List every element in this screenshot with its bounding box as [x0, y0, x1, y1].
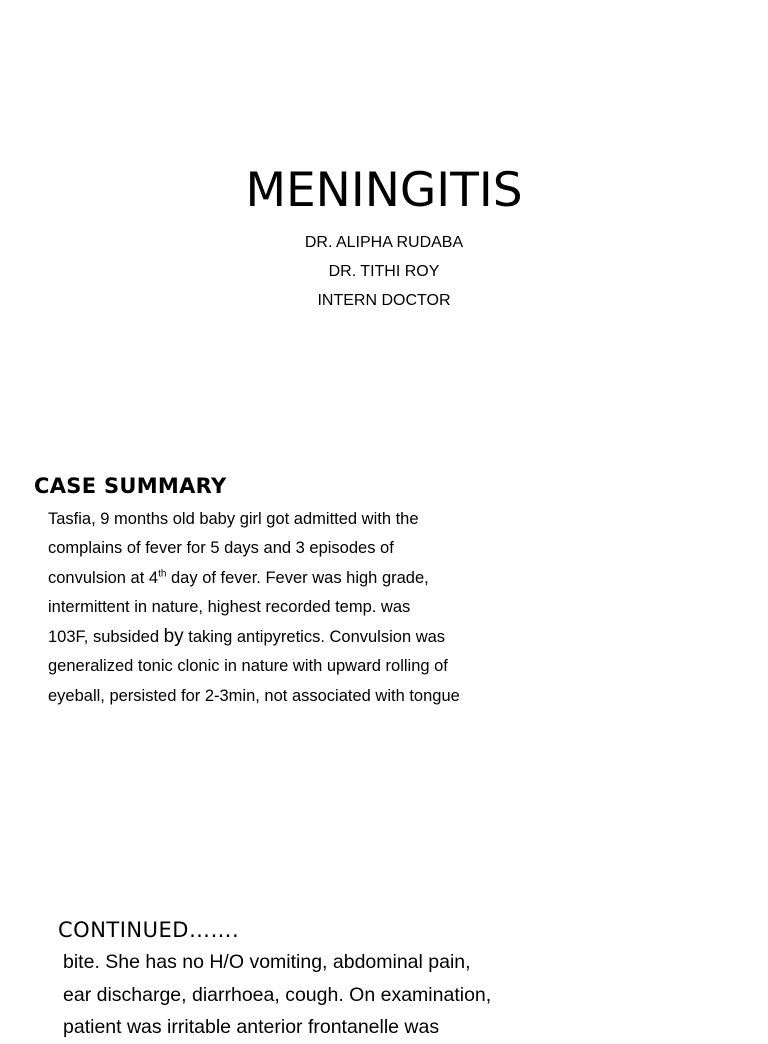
- author-name: DR. TITHI ROY: [328, 263, 440, 280]
- continued-line: bite. She has no H/O vomiting, abdominal pain,: [63, 951, 471, 973]
- summary-line: eyeball, persisted for 2-3min, not associated with tongue: [48, 686, 460, 705]
- continued-text: [63, 946, 543, 1044]
- case-summary-text: [48, 505, 518, 711]
- continued-line: ear discharge, diarrhoea, cough. On examination,: [63, 983, 492, 1006]
- case-summary-heading: CASE SUMMARY: [34, 474, 227, 498]
- summary-text: convulsion at 4: [48, 568, 159, 587]
- summary-line: Tasfia, 9 months old baby girl got admitted with the: [48, 510, 419, 528]
- summary-line: [48, 564, 518, 593]
- summary-text: taking antipyretics. Convulsion was: [183, 628, 446, 647]
- author-role: INTERN DOCTOR: [317, 292, 451, 309]
- summary-text: 103F, subsided: [48, 628, 164, 647]
- summary-line: generalized tonic clonic in nature with upward rolling of: [48, 657, 448, 676]
- continued-line: patient was irritable anterior frontanelle was: [63, 1016, 440, 1038]
- continued-heading: CONTINUED…….: [58, 918, 240, 942]
- author-name: DR. ALIPHA RUDABA: [304, 234, 464, 251]
- ordinal-suffix: th: [158, 568, 167, 580]
- summary-text: by: [163, 626, 184, 648]
- author-list: [0, 228, 768, 315]
- summary-line: intermittent in nature, highest recorded temp. was: [48, 597, 411, 616]
- summary-text: day of fever. Fever was high grade,: [166, 568, 429, 587]
- summary-line: [48, 622, 518, 652]
- slide-title: MENINGITIS: [245, 163, 523, 218]
- summary-line: complains of fever for 5 days and 3 episodes of: [48, 539, 394, 558]
